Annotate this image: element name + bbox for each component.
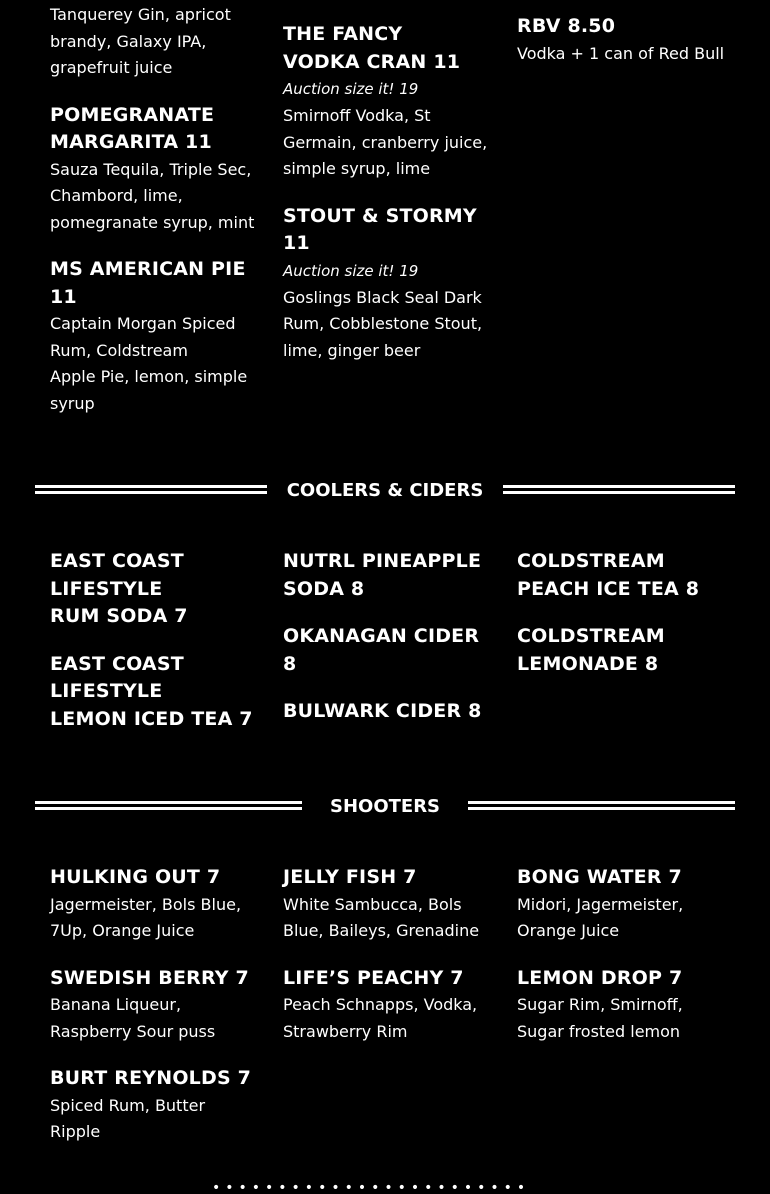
item-name: BULWARK CIDER 8: [283, 700, 482, 722]
menu-item: [50, 864, 260, 945]
menu-item: [517, 13, 727, 67]
item-description: Sauza Tequila, Triple Sec, Chambord, lime, pomegranate syrup, mint: [50, 159, 255, 232]
item-description: Smirnoff Vodka, St Germain, cranberry juice, simple syrup, lime: [283, 106, 488, 178]
item-name: BURT REYNOLDS 7: [50, 1067, 252, 1089]
item-description: Sugar Rim, Smirnoff, Sugar frosted lemon: [517, 995, 683, 1041]
coolers-col-3: [517, 548, 727, 678]
item-name: OKANAGAN CIDER 8: [283, 625, 480, 675]
menu-item: [517, 864, 727, 945]
menu-item: [283, 21, 498, 183]
coolers-col-1: [50, 548, 260, 733]
section-title: COOLERS & CIDERS: [286, 480, 484, 501]
item-description: Jagermeister, Bols Blue, 7Up, Orange Juice: [50, 894, 242, 940]
item-description: Midori, Jagermeister, Orange Juice: [517, 894, 684, 940]
shooters-col-1: [50, 864, 260, 1146]
item-name: COLDSTREAM LEMONADE 8: [517, 625, 665, 675]
menu-item: [50, 256, 260, 417]
menu-item: [283, 864, 493, 945]
item-name: LEMON DROP 7: [517, 966, 683, 989]
item-name: COLDSTREAM PEACH ICE TEA 8: [517, 550, 700, 600]
auction-note: Auction size it! 19: [283, 80, 419, 98]
section-divider-shooters: [35, 797, 735, 817]
item-name: MS AMERICAN PIE 11: [50, 258, 246, 308]
section-divider-coolers: [35, 481, 735, 501]
item-name: BONG WATER 7: [517, 866, 682, 888]
item-name: HULKING OUT 7: [50, 866, 221, 888]
cocktails-col-2: [283, 21, 498, 364]
item-name: THE FANCY VODKA CRAN 11: [283, 23, 461, 73]
divider-rule: [503, 485, 735, 494]
item-name: SWEDISH BERRY 7: [50, 966, 249, 989]
item-description: Peach Schnapps, Vodka, Strawberry Rim: [283, 995, 478, 1041]
item-description: Goslings Black Seal Dark Rum, Cobblestone Stout, lime, ginger beer: [283, 287, 483, 360]
menu-item: [283, 203, 498, 365]
item-description: Spiced Rum, Butter Ripple: [50, 1095, 206, 1141]
item-description: Tanquerey Gin, apricot brandy, Galaxy IPA, grapefruit juice: [50, 5, 231, 77]
menu-item: [50, 1065, 260, 1146]
item-name: LIFE’S PEACHY 7: [283, 966, 464, 989]
item-name: RBV 8.50: [517, 15, 616, 37]
auction-note: Auction size it! 19: [283, 261, 419, 280]
item-name: EAST COAST LIFESTYLE LEMON ICED TEA 7: [50, 652, 253, 730]
item-name: JELLY FISH 7: [283, 866, 417, 888]
shooters-col-3: [517, 864, 727, 1045]
item-description: White Sambucca, Bols Blue, Baileys, Grenadine: [283, 894, 480, 940]
cocktails-col-1: [50, 2, 260, 417]
item-name: EAST COAST LIFESTYLE RUM SODA 7: [50, 550, 188, 627]
item-name: NUTRL PINEAPPLE SODA 8: [283, 550, 482, 600]
item-description: Vodka + 1 can of Red Bull: [517, 43, 725, 63]
coolers-col-2: [283, 548, 498, 726]
item-name: STOUT & STORMY 11: [283, 204, 477, 254]
menu-item: [517, 965, 727, 1046]
menu-item: [50, 965, 260, 1046]
divider-rule: [468, 801, 735, 810]
item-name: POMEGRANATE MARGARITA 11: [50, 103, 215, 153]
menu-item: [283, 965, 493, 1046]
section-title: SHOOTERS: [329, 796, 441, 817]
shooters-col-2: [283, 864, 493, 1045]
item-description: Captain Morgan Spiced Rum, Coldstream Apple Pie, lemon, simple syrup: [50, 314, 248, 413]
menu-item: [50, 102, 260, 237]
cocktails-col-3: [517, 13, 727, 67]
footer-dot-border: ••••••••••••••••••••••••: [212, 1180, 531, 1194]
item-description: Banana Liqueur, Raspberry Sour puss: [50, 995, 216, 1041]
